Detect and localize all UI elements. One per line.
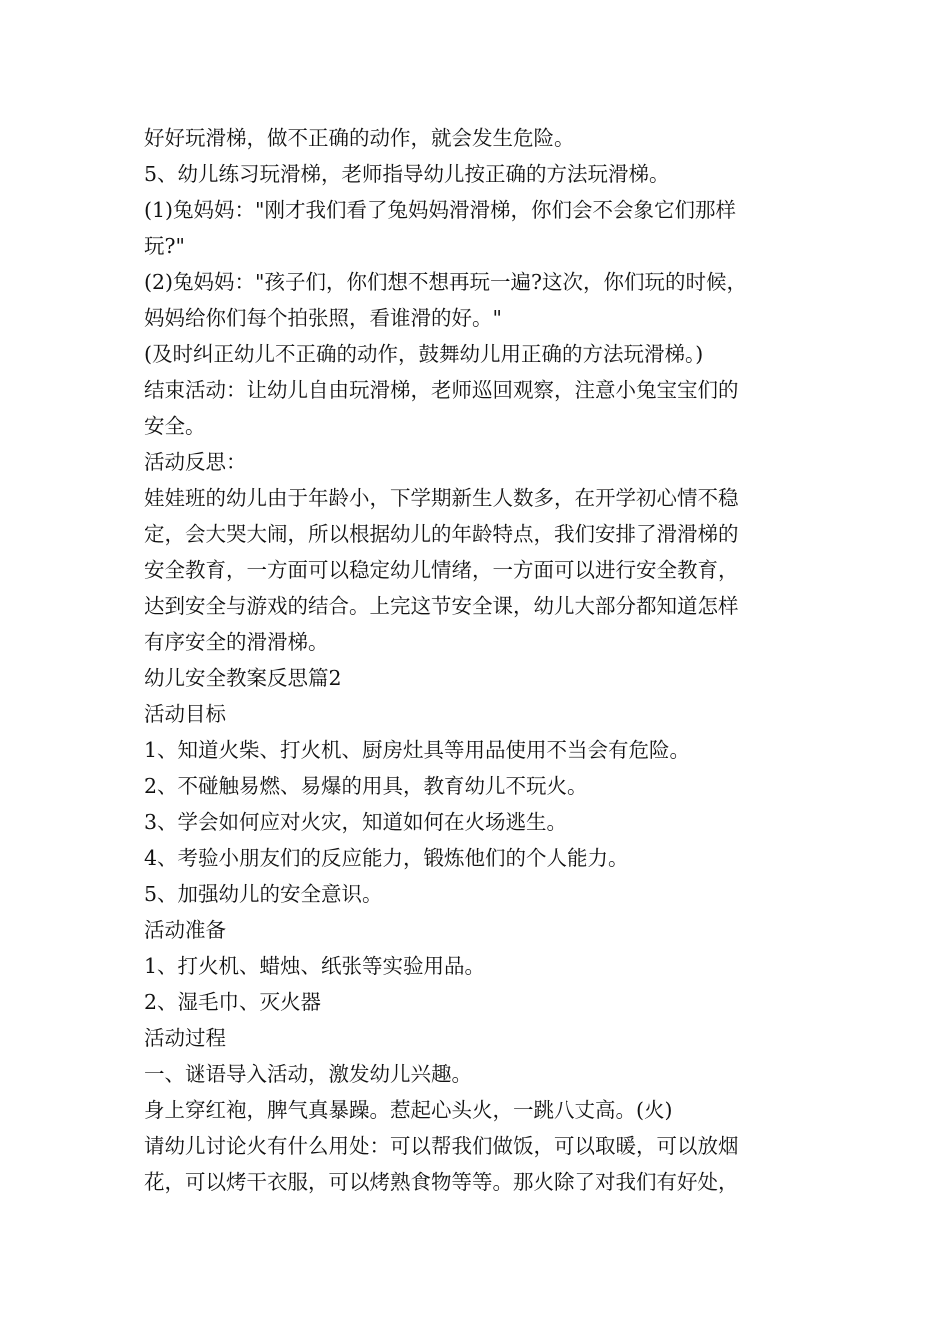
text-line: (及时纠正幼儿不正确的动作，鼓舞幼儿用正确的方法玩滑梯。) — [144, 342, 704, 366]
text-line: (2)兔妈妈："孩子们，你们想不想再玩一遍?这次，你们玩的时候， — [144, 270, 747, 294]
text-line: 好好玩滑梯，做不正确的动作，就会发生危险。 — [144, 126, 575, 150]
text-line: 身上穿红袍，脾气真暴躁。惹起心头火，一跳八丈高。(火) — [144, 1098, 673, 1122]
list-item: 5、加强幼儿的安全意识。 — [144, 882, 383, 906]
text-line: 花，可以烤干衣服，可以烤熟食物等等。那火除了对我们有好处， — [144, 1170, 739, 1194]
text-line: 定，会大哭大闹，所以根据幼儿的年龄特点，我们安排了滑滑梯的 — [144, 522, 739, 546]
list-item: 1、知道火柴、打火机、厨房灶具等用品使用不当会有危险。 — [144, 738, 691, 762]
text-line: 达到安全与游戏的结合。上完这节安全课，幼儿大部分都知道怎样 — [144, 594, 739, 618]
list-item: 2、湿毛巾、灭火器 — [144, 990, 322, 1014]
section-heading: 活动反思： — [144, 450, 247, 474]
text-line: (1)兔妈妈："刚才我们看了兔妈妈滑滑梯，你们会不会象它们那样 — [144, 198, 736, 222]
section-heading: 活动目标 — [144, 702, 226, 726]
document-body — [144, 120, 810, 1200]
section-heading: 活动过程 — [144, 1026, 226, 1050]
list-item: 1、打火机、蜡烛、纸张等实验用品。 — [144, 954, 486, 978]
text-line: 结束活动：让幼儿自由玩滑梯，老师巡回观察，注意小兔宝宝们的 — [144, 378, 739, 402]
text-line: 一、谜语导入活动，激发幼儿兴趣。 — [144, 1062, 472, 1086]
list-item: 4、考验小朋友们的反应能力，锻炼他们的个人能力。 — [144, 846, 629, 870]
text-line: 安全。 — [144, 414, 206, 438]
text-line: 安全教育，一方面可以稳定幼儿情绪，一方面可以进行安全教育， — [144, 558, 739, 582]
text-line: 有序安全的滑滑梯。 — [144, 630, 329, 654]
list-item: 2、不碰触易燃、易爆的用具，教育幼儿不玩火。 — [144, 774, 588, 798]
text-line: 玩?" — [144, 234, 185, 258]
list-item: 3、学会如何应对火灾，知道如何在火场逃生。 — [144, 810, 568, 834]
text-line: 请幼儿讨论火有什么用处：可以帮我们做饭，可以取暖，可以放烟 — [144, 1134, 739, 1158]
text-line: 妈妈给你们每个拍张照，看谁滑的好。" — [144, 306, 502, 330]
section-title: 幼儿安全教案反思篇2 — [144, 666, 342, 690]
section-heading: 活动准备 — [144, 918, 226, 942]
text-line: 5、幼儿练习玩滑梯，老师指导幼儿按正确的方法玩滑梯。 — [144, 162, 670, 186]
text-line: 娃娃班的幼儿由于年龄小，下学期新生人数多，在开学初心情不稳 — [144, 486, 739, 510]
